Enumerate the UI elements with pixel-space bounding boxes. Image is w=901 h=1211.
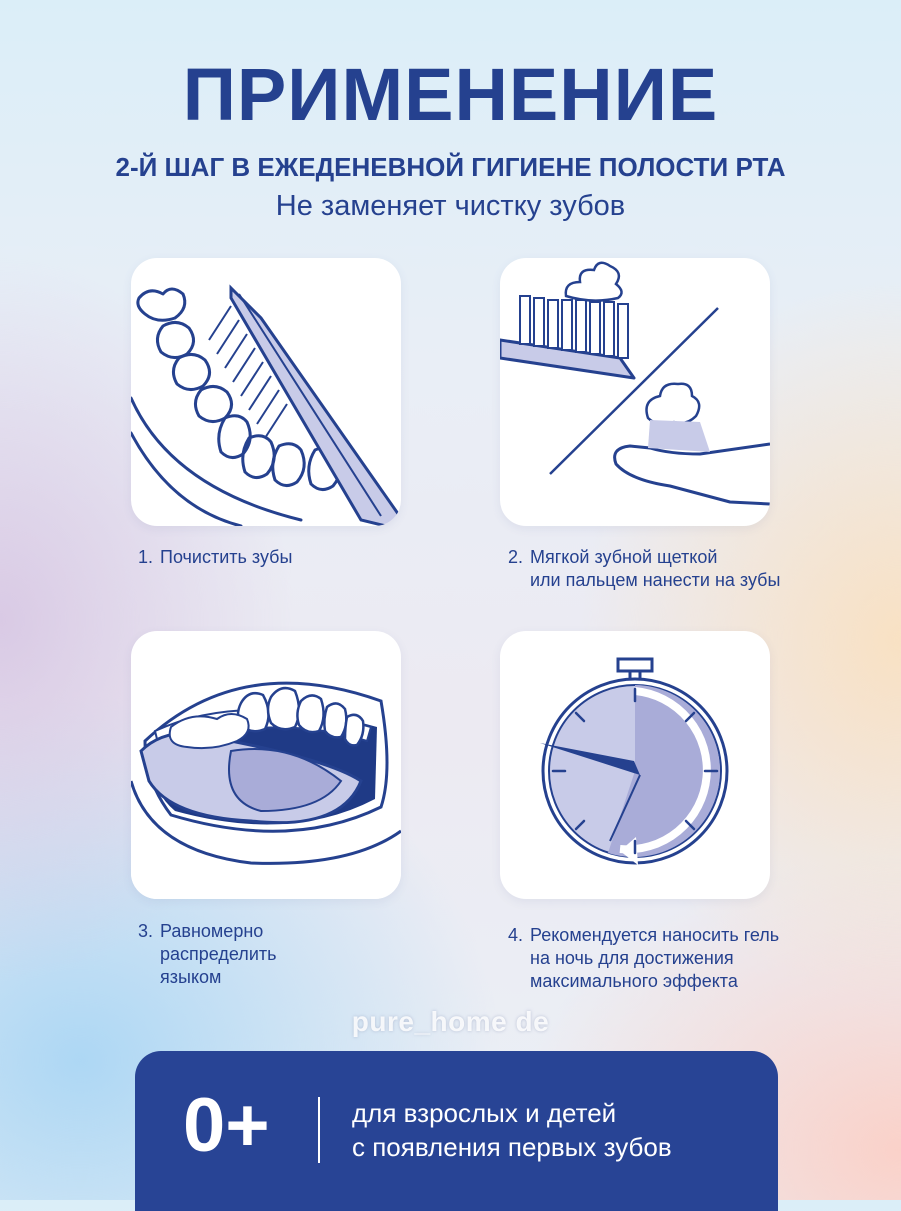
step-number: 4. bbox=[508, 925, 524, 945]
page-subtitle: 2-Й ШАГ В ЕЖЕДЕНЕВНОЙ ГИГИЕНЕ ПОЛОСТИ РТА bbox=[115, 152, 786, 182]
step-text: Рекомендуется наносить гель на ночь для достижения максимального эффекта bbox=[530, 925, 780, 991]
banner-divider bbox=[318, 1097, 320, 1163]
mouth-tongue-icon bbox=[131, 631, 401, 899]
age-badge: 0+ bbox=[183, 1083, 270, 1168]
step-number: 2. bbox=[508, 547, 524, 567]
stopwatch-icon bbox=[500, 631, 770, 899]
step-4-caption bbox=[508, 924, 838, 996]
step-1-card bbox=[131, 258, 401, 526]
page-note: Не заменяет чистку зубов bbox=[275, 190, 626, 222]
toothbrush-teeth-icon bbox=[131, 258, 401, 526]
toothbrush-finger-gel-icon bbox=[500, 258, 770, 526]
step-3-caption bbox=[138, 920, 438, 992]
step-1-caption bbox=[138, 546, 438, 576]
age-description: для взрослых и детей с появления первых зубов bbox=[352, 1098, 672, 1162]
step-text: Равномерно распределить языком bbox=[160, 921, 277, 987]
step-2-card bbox=[500, 258, 770, 526]
page-title: ПРИМЕНЕНИЕ bbox=[182, 53, 719, 136]
watermark: pure_home de bbox=[351, 1006, 550, 1037]
step-number: 1. bbox=[138, 547, 154, 567]
step-text: Мягкой зубной щеткой или пальцем нанести на зубы bbox=[530, 547, 781, 590]
step-2-caption bbox=[508, 546, 838, 596]
step-number: 3. bbox=[138, 921, 154, 941]
step-text: Почистить зубы bbox=[160, 547, 293, 567]
age-banner bbox=[135, 1051, 778, 1211]
step-3-card bbox=[131, 631, 401, 899]
step-4-card bbox=[500, 631, 770, 899]
